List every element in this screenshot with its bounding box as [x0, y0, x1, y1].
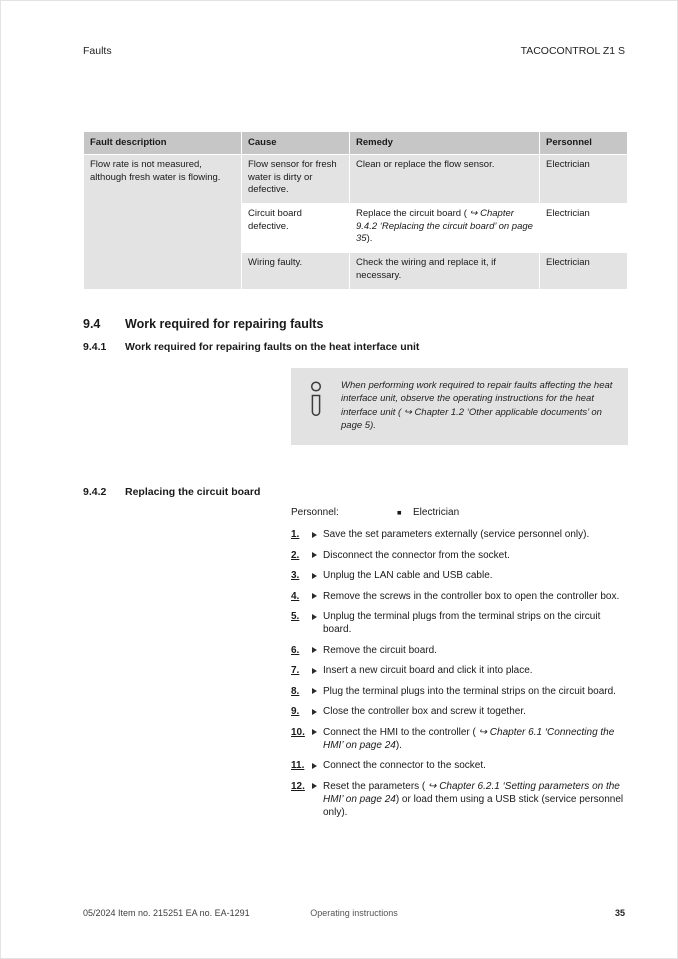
step-item	[291, 664, 628, 677]
step-text	[323, 780, 628, 819]
fault-table	[83, 131, 628, 290]
step-text	[323, 726, 628, 752]
text-part: Insert a new circuit board and click it into place.	[323, 665, 533, 676]
text-part: ) or load them using a USB stick (service personnel only).	[323, 793, 624, 818]
step-item	[291, 644, 628, 657]
table-header-row	[84, 132, 628, 155]
step-item	[291, 590, 628, 603]
text-part: ).	[395, 739, 402, 751]
step-text	[323, 685, 628, 698]
step-number: 3.	[291, 570, 300, 581]
step-arrow-icon	[312, 729, 317, 735]
table-row	[84, 155, 628, 204]
step-arrow-icon	[312, 573, 317, 579]
text-part: Disconnect the connector from the socket.	[323, 549, 510, 561]
section-heading-9-4-2	[83, 486, 260, 498]
footer-page-number: 35	[614, 908, 625, 918]
step-text	[323, 705, 628, 718]
text-part: Connect the HMI to the controller (	[323, 726, 479, 738]
step-text	[323, 759, 628, 772]
step-arrow-icon	[312, 783, 317, 789]
page-header	[83, 45, 625, 57]
personnel-cell: Electrician	[540, 155, 628, 204]
step-text	[323, 664, 628, 677]
step-item	[291, 569, 628, 582]
step-number: 8.	[291, 685, 300, 697]
step-number: 11.	[291, 760, 305, 771]
step-item	[291, 705, 628, 718]
column-header-fault-description: Fault description	[84, 132, 242, 155]
step-text	[323, 528, 628, 541]
step-number: 1.	[291, 529, 300, 540]
bullet-square-icon: ■	[397, 508, 402, 517]
step-arrow-icon	[312, 763, 317, 769]
text-part: Save the set parameters externally (service personnel only).	[323, 529, 590, 540]
info-note	[291, 368, 628, 445]
remedy-cell	[350, 204, 540, 253]
step-arrow-icon	[312, 688, 317, 694]
chapter-link[interactable]: ↪ Chapter 9.4.2 ‘Replacing the circuit board’ on page 35	[356, 208, 533, 245]
remedy-cell	[350, 155, 540, 204]
step-item	[291, 528, 628, 541]
cause-cell: Circuit board defective.	[242, 204, 350, 253]
personnel-value: Electrician	[413, 507, 460, 518]
column-header-remedy: Remedy	[350, 132, 540, 155]
text-part: Close the controller box and screw it together.	[323, 706, 526, 717]
step-arrow-icon	[312, 593, 317, 599]
text-part: When performing work required to repair faults affecting the heat interface unit, observe the operating instructions for the heat interface unit (	[341, 380, 613, 418]
step-item	[291, 685, 628, 698]
step-arrow-icon	[312, 668, 317, 674]
step-item	[291, 759, 628, 772]
personnel-line	[291, 507, 459, 518]
section-title: Replacing the circuit board	[125, 486, 261, 498]
step-item	[291, 780, 628, 819]
steps-list	[291, 528, 628, 826]
info-icon	[304, 379, 328, 432]
step-number: 9.	[291, 706, 300, 717]
step-arrow-icon	[312, 614, 317, 620]
footer-item-info: 05/2024 Item no. 215251 EA no. EA-1291	[83, 908, 250, 918]
step-arrow-icon	[312, 552, 317, 558]
section-number: 9.4.1	[83, 341, 107, 353]
section-heading-9-4	[83, 317, 323, 331]
section-number: 9.4	[83, 317, 101, 331]
column-header-cause: Cause	[242, 132, 350, 155]
step-text	[323, 644, 628, 657]
cause-cell: Wiring faulty.	[242, 253, 350, 290]
text-part: Clean or replace the flow sensor.	[356, 159, 495, 171]
step-number: 12.	[291, 780, 305, 792]
section-heading-9-4-1	[83, 341, 419, 353]
step-number: 10.	[291, 726, 305, 738]
text-part: Plug the terminal plugs into the terminal strips on the circuit board.	[323, 685, 616, 697]
cause-cell: Flow sensor for fresh water is dirty or defective.	[242, 155, 350, 204]
remedy-cell	[350, 253, 540, 290]
chapter-link[interactable]: ↪ Chapter 6.2.1 ‘Setting parameters on the HMI’ on page 24	[323, 780, 620, 805]
footer-doc-type: Operating instructions	[310, 908, 398, 918]
column-header-personnel: Personnel	[540, 132, 628, 155]
step-text	[323, 569, 628, 582]
step-text	[323, 610, 628, 636]
text-part: Replace the circuit board (	[356, 208, 470, 220]
personnel-label: Personnel:	[291, 507, 339, 518]
step-arrow-icon	[312, 647, 317, 653]
step-number: 2.	[291, 549, 300, 561]
text-part: Remove the screws in the controller box to open the controller box.	[323, 590, 620, 602]
personnel-cell: Electrician	[540, 253, 628, 290]
chapter-link[interactable]: ↪ Chapter 1.2 ‘Other applicable documents’ on page 5	[341, 406, 602, 431]
text-part: Connect the connector to the socket.	[323, 760, 486, 771]
section-title: Work required for repairing faults on the heat interface unit	[125, 341, 420, 353]
step-text	[323, 590, 628, 603]
step-arrow-icon	[312, 532, 317, 538]
step-number: 5.	[291, 611, 300, 622]
page-footer	[83, 908, 625, 922]
section-number: 9.4.2	[83, 486, 107, 498]
personnel-cell: Electrician	[540, 204, 628, 253]
step-text	[323, 549, 628, 562]
step-number: 6.	[291, 644, 300, 656]
text-part: ).	[366, 233, 373, 245]
step-number: 7.	[291, 665, 300, 676]
step-item	[291, 549, 628, 562]
step-number: 4.	[291, 590, 300, 602]
step-arrow-icon	[312, 709, 317, 715]
section-title: Work required for repairing faults	[125, 317, 324, 331]
text-part: Unplug the LAN cable and USB cable.	[323, 570, 493, 581]
text-part: Check the wiring and replace it, if necessary.	[356, 257, 496, 281]
text-part: Unplug the terminal plugs from the terminal strips on the circuit board.	[323, 611, 601, 635]
text-part: ).	[370, 419, 376, 431]
chapter-link[interactable]: ↪ Chapter 6.1 ‘Connecting the HMI’ on page 24	[323, 726, 615, 751]
fault-description-cell: Flow rate is not measured, although fresh water is flowing.	[84, 155, 242, 290]
note-text	[341, 379, 615, 432]
header-section-title: Faults	[83, 45, 112, 57]
step-item	[291, 726, 628, 752]
text-part: Remove the circuit board.	[323, 644, 437, 656]
step-item	[291, 610, 628, 636]
header-product-name: TACOCONTROL Z1 S	[520, 45, 625, 57]
text-part: Reset the parameters (	[323, 780, 429, 792]
